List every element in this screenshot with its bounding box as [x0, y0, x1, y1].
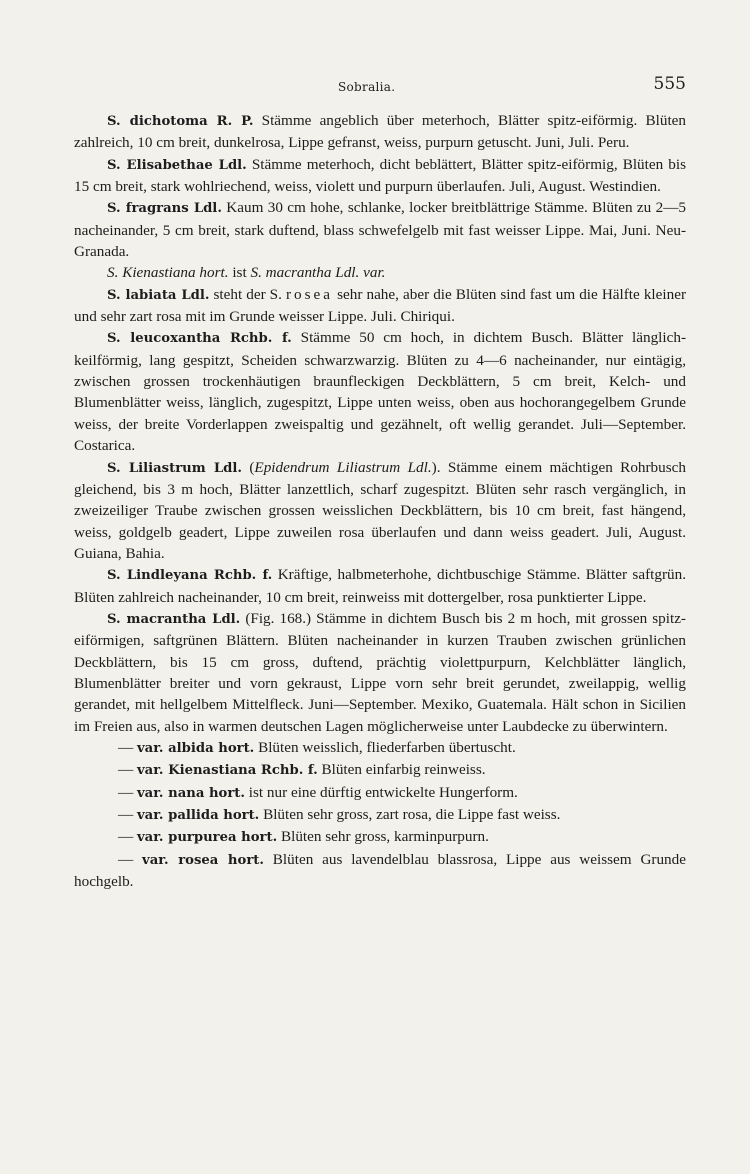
- variety-dash: —: [118, 850, 143, 868]
- entry-leucoxantha: [74, 327, 686, 456]
- entry-text: Stämme meterhoch, dicht beblättert, Blätter spitz-eiförmig, Blüten bis 15 cm breit, stark wohlriechend, weiss, violett und purpurn überlaufen. Juli, August. Westindien.: [74, 155, 687, 196]
- entry-macrantha: [74, 608, 686, 737]
- variety-purpurea: [74, 826, 686, 848]
- variety-text: Blüten sehr gross, zart rosa, die Lippe fast weiss.: [259, 806, 561, 823]
- synonym-name: Epidendrum Liliastrum Ldl.: [254, 458, 432, 476]
- variety-dash: —: [118, 828, 137, 846]
- variety-nana: [74, 782, 686, 804]
- variety-name: var. albida hort.: [136, 740, 255, 756]
- running-head: Sobralia.: [338, 80, 396, 94]
- species-name: S. fragrans Ldl.: [107, 201, 222, 217]
- variety-text: Blüten weisslich, fliederfarben übertuscht.: [254, 738, 516, 756]
- variety-dash: —: [118, 783, 137, 801]
- entry-fragrans: [74, 197, 686, 262]
- entry-kienastiana: [74, 262, 686, 283]
- species-name: S. Elisabethae Ldl.: [107, 157, 247, 173]
- variety-text: ist nur eine dürftig entwickelte Hungerform.: [244, 783, 518, 801]
- synonym-name: S. Kienastiana hort.: [107, 264, 229, 282]
- entry-text: ist: [228, 264, 251, 282]
- entry-text: (Fig. 168.) Stämme in dichtem Busch bis 2 m hoch, mit grossen spitz-eiförmigen, saftgrünen Blättern. Blüten nacheinander in kurzen Trauben zwischen grünlichen Deckblättern, bis 15 cm gross, duftend, prächtig violettpurpurn, Kelchblätter länglich, Blumenblätter breiter und vorn gekraust, Lippe vorn sehr breit gerundet, zweilappig, wellig gerandet, mit hellgelbem Mittelfleck. Juni—September. Mexiko, Guatemala. Hält schon in Sicilien im Freien aus, also in warmen deutschen Lagen möglicherweise unter Laubdecke zu überwintern.: [74, 609, 686, 735]
- page-number: 555: [653, 74, 686, 94]
- variety-name: var. nana hort.: [136, 785, 245, 801]
- entry-text: Stämme 50 cm hoch, in dichtem Busch. Blätter länglich-keilförmig, lang gespitzt, Scheiden schwarzwarzig. Blüten zu 4—6 nacheinander, nur eintägig, zwischen grossen trockenhäutigen braunfleckigen Deckblättern, 5 cm breit, Kelch- und Blumenblätter weiss, länglich, zugespitzt, Lippe unten weiss, oben aus hochorangegelbem Grunde weiss, der breite Vorderlappen zweispaltig und gezähnelt, oft wellig gerandet. Juli—September. Costarica.: [74, 329, 686, 455]
- variety-name: var. purpurea hort.: [136, 830, 278, 846]
- species-name: S. macrantha Ldl.: [107, 611, 241, 627]
- spaced-name: rosea: [286, 285, 334, 303]
- species-name: S. Lindleyana Rchb. f.: [107, 568, 273, 584]
- page-header: [0, 74, 750, 104]
- variety-albida: [74, 737, 686, 759]
- entry-lindleyana: [74, 564, 686, 608]
- variety-pallida: [74, 804, 686, 826]
- variety-dash: —: [118, 761, 137, 779]
- entry-text: ). Stämme einem mächtigen Rohrbusch gleichend, bis 3 m hoch, Blätter lanzettlich, scharf zugespitzt. Blüten sehr rasch vergänglich, in zweizeiliger Traube zwischen grossen weisslichen Deckblättern, bis 10 cm breit, fast hängend, weiss, goldgelb geadert, Lippe zuweilen rosa überlaufen und dann weiss geadert. Juli, August. Guiana, Bahia.: [74, 458, 686, 562]
- species-name: S. dichotoma R. P.: [107, 114, 254, 129]
- variety-text: Blüten aus lavendelblau blassrosa, Lippe aus weissem Grunde hochgelb.: [74, 850, 686, 891]
- variety-name: var. pallida hort.: [136, 808, 260, 823]
- variety-text: Blüten sehr gross, karminpurpurn.: [277, 828, 489, 846]
- species-name: S. leucoxantha Rchb. f.: [107, 331, 292, 347]
- variety-name: var. rosea hort.: [142, 852, 264, 868]
- variety-rosea: [74, 849, 686, 893]
- variety-text: Blüten einfarbig reinweiss.: [317, 761, 486, 779]
- entry-text: Kaum 30 cm hohe, schlanke, locker breitblättrige Stämme. Blüten zu 2—5 nacheinander, 5 cm breit, stark duftend, blass schwefelgelb mit fast weisser Lippe. Mai, Juni. Neu-Granada.: [74, 199, 686, 261]
- body-text: [74, 110, 686, 892]
- variety-dash: —: [118, 738, 137, 756]
- entry-liliastrum: [74, 457, 686, 565]
- entry-text: (: [241, 458, 255, 476]
- species-name: S. Liliastrum Ldl.: [107, 460, 242, 476]
- accepted-name: S. macrantha Ldl. var.: [250, 264, 386, 282]
- species-name: S. labiata Ldl.: [107, 287, 210, 303]
- entry-text: steht der S.: [209, 285, 286, 303]
- variety-name: var. Kienastiana Rchb. f.: [136, 763, 318, 779]
- entry-text: sehr nahe, aber die Blüten sind fast um die Hälfte kleiner und sehr zart rosa mit im Grunde weisser Lippe. Juli. Chiriqui.: [74, 285, 686, 326]
- entry-elisabethae: [74, 154, 686, 198]
- variety-kienastiana: [74, 759, 686, 781]
- entry-text: Kräftige, halbmeterhohe, dichtbuschige Stämme. Blätter saftgrün. Blüten zahlreich nacheinander, 10 cm breit, reinweiss mit dottergelber, rosa punktierter Lippe.: [74, 566, 686, 606]
- entry-dichotoma: [74, 110, 686, 154]
- variety-dash: —: [118, 806, 137, 823]
- entry-text: Stämme angeblich über meterhoch, Blätter spitz-eiförmig. Blüten zahlreich, 10 cm breit, dunkelrosa, Lippe gefranst, weiss, purpurn getuscht. Juni, Juli. Peru.: [74, 112, 686, 152]
- entry-labiata: [74, 284, 686, 328]
